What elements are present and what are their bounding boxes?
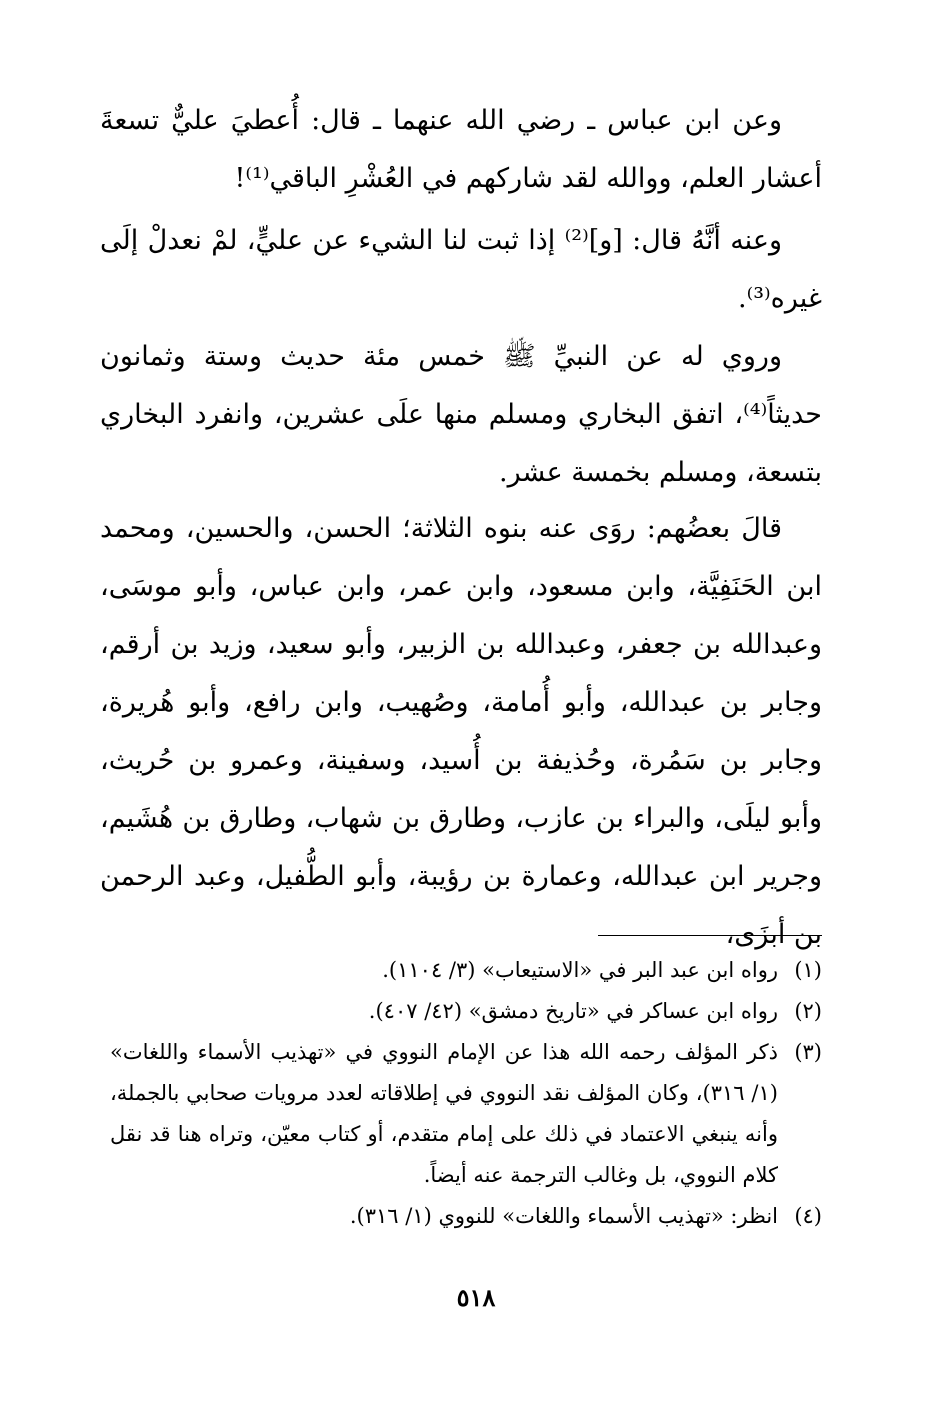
footnote-text: انظر: «تهذيب الأسماء واللغات» للنووي (١/ ٣١٦).	[349, 1204, 778, 1228]
page-number: ٥١٨	[456, 1283, 496, 1312]
footnote-2	[110, 991, 822, 1032]
footnote-number: (١)	[794, 958, 822, 982]
footnote-number: (٤)	[794, 1204, 822, 1228]
footnote-number: (٣)	[794, 1040, 822, 1064]
footnote-text: رواه ابن عساكر في «تاريخ دمشق» (٤٢/ ٤٠٧).	[368, 999, 778, 1023]
paragraph-ibn-abbas: وعن ابن عباس ـ رضي الله عنهما ـ قال: أُعطيَ عليٌّ تسعةَ أعشار العلم، ووالله لقد شاركهم في العُشْرِ الباقي⁽¹⁾!	[100, 105, 822, 194]
footnote-3	[110, 1032, 822, 1196]
footnote-4	[110, 1196, 822, 1237]
footnote-1	[110, 950, 822, 991]
footnote-divider	[598, 935, 822, 936]
paragraph-ibn-abbas-saying: وعنه أنَّهُ قال: [و]⁽²⁾ إذا ثبت لنا الشيء عن عليٍّ، لمْ نعدلْ إلَى غيره⁽³⁾.	[100, 225, 822, 314]
footnote-text: ذكر المؤلف رحمه الله هذا عن الإمام النووي في «تهذيب الأسماء واللغات» (١/ ٣١٦)، وكان المؤلف نقد النووي في إطلاقاته لعدد مرويات صحابي بالجملة، وأنه ينبغي الاعتماد في ذلك على إمام متقدم، أو كتاب معيّن، وتراه هنا قد نقل كلام النووي، بل وغالب الترجمة عنه أيضاً.	[110, 1040, 778, 1187]
paragraph-narrators: قالَ بعضُهم: روَى عنه بنوه الثلاثة؛ الحسن، والحسين، ومحمد ابن الحَنَفِيَّة، وابن مسعود، وابن عمر، وابن عباس، وأبو موسَى، وعبدالله بن جعفر، وعبدالله بن الزبير، وأبو سعيد، وزيد بن أرقم، وجابر بن عبدالله، وأبو أُمامة، وصُهيب، وابن رافع، وأبو هُريرة، وجابر بن سَمُرة، وحُذيفة بن أُسيد، وسفينة، وعمرو بن حُريث، وأبو ليلَى، والبراء بن عازب، وطارق بن شهاب، وطارق بن هُشَيم، وجرير ابن عبدالله، وعمارة بن رؤيبة، وأبو الطُّفيل، وعبد الرحمن بن أبزَى،	[100, 513, 822, 950]
footnote-text: رواه ابن عبد البر في «الاستيعاب» (٣/ ١١٠٤).	[382, 958, 778, 982]
footnote-number: (٢)	[794, 999, 822, 1023]
paragraph-hadith-count: وروي له عن النبيِّ ﷺ خمس مئة حديث وستة وثمانون حديثاً⁽⁴⁾، اتفق البخاري ومسلم منها علَى عشرين، وانفرد البخاري بتسعة، ومسلم بخمسة عشر.	[100, 341, 822, 488]
footnotes-section	[110, 950, 822, 1237]
